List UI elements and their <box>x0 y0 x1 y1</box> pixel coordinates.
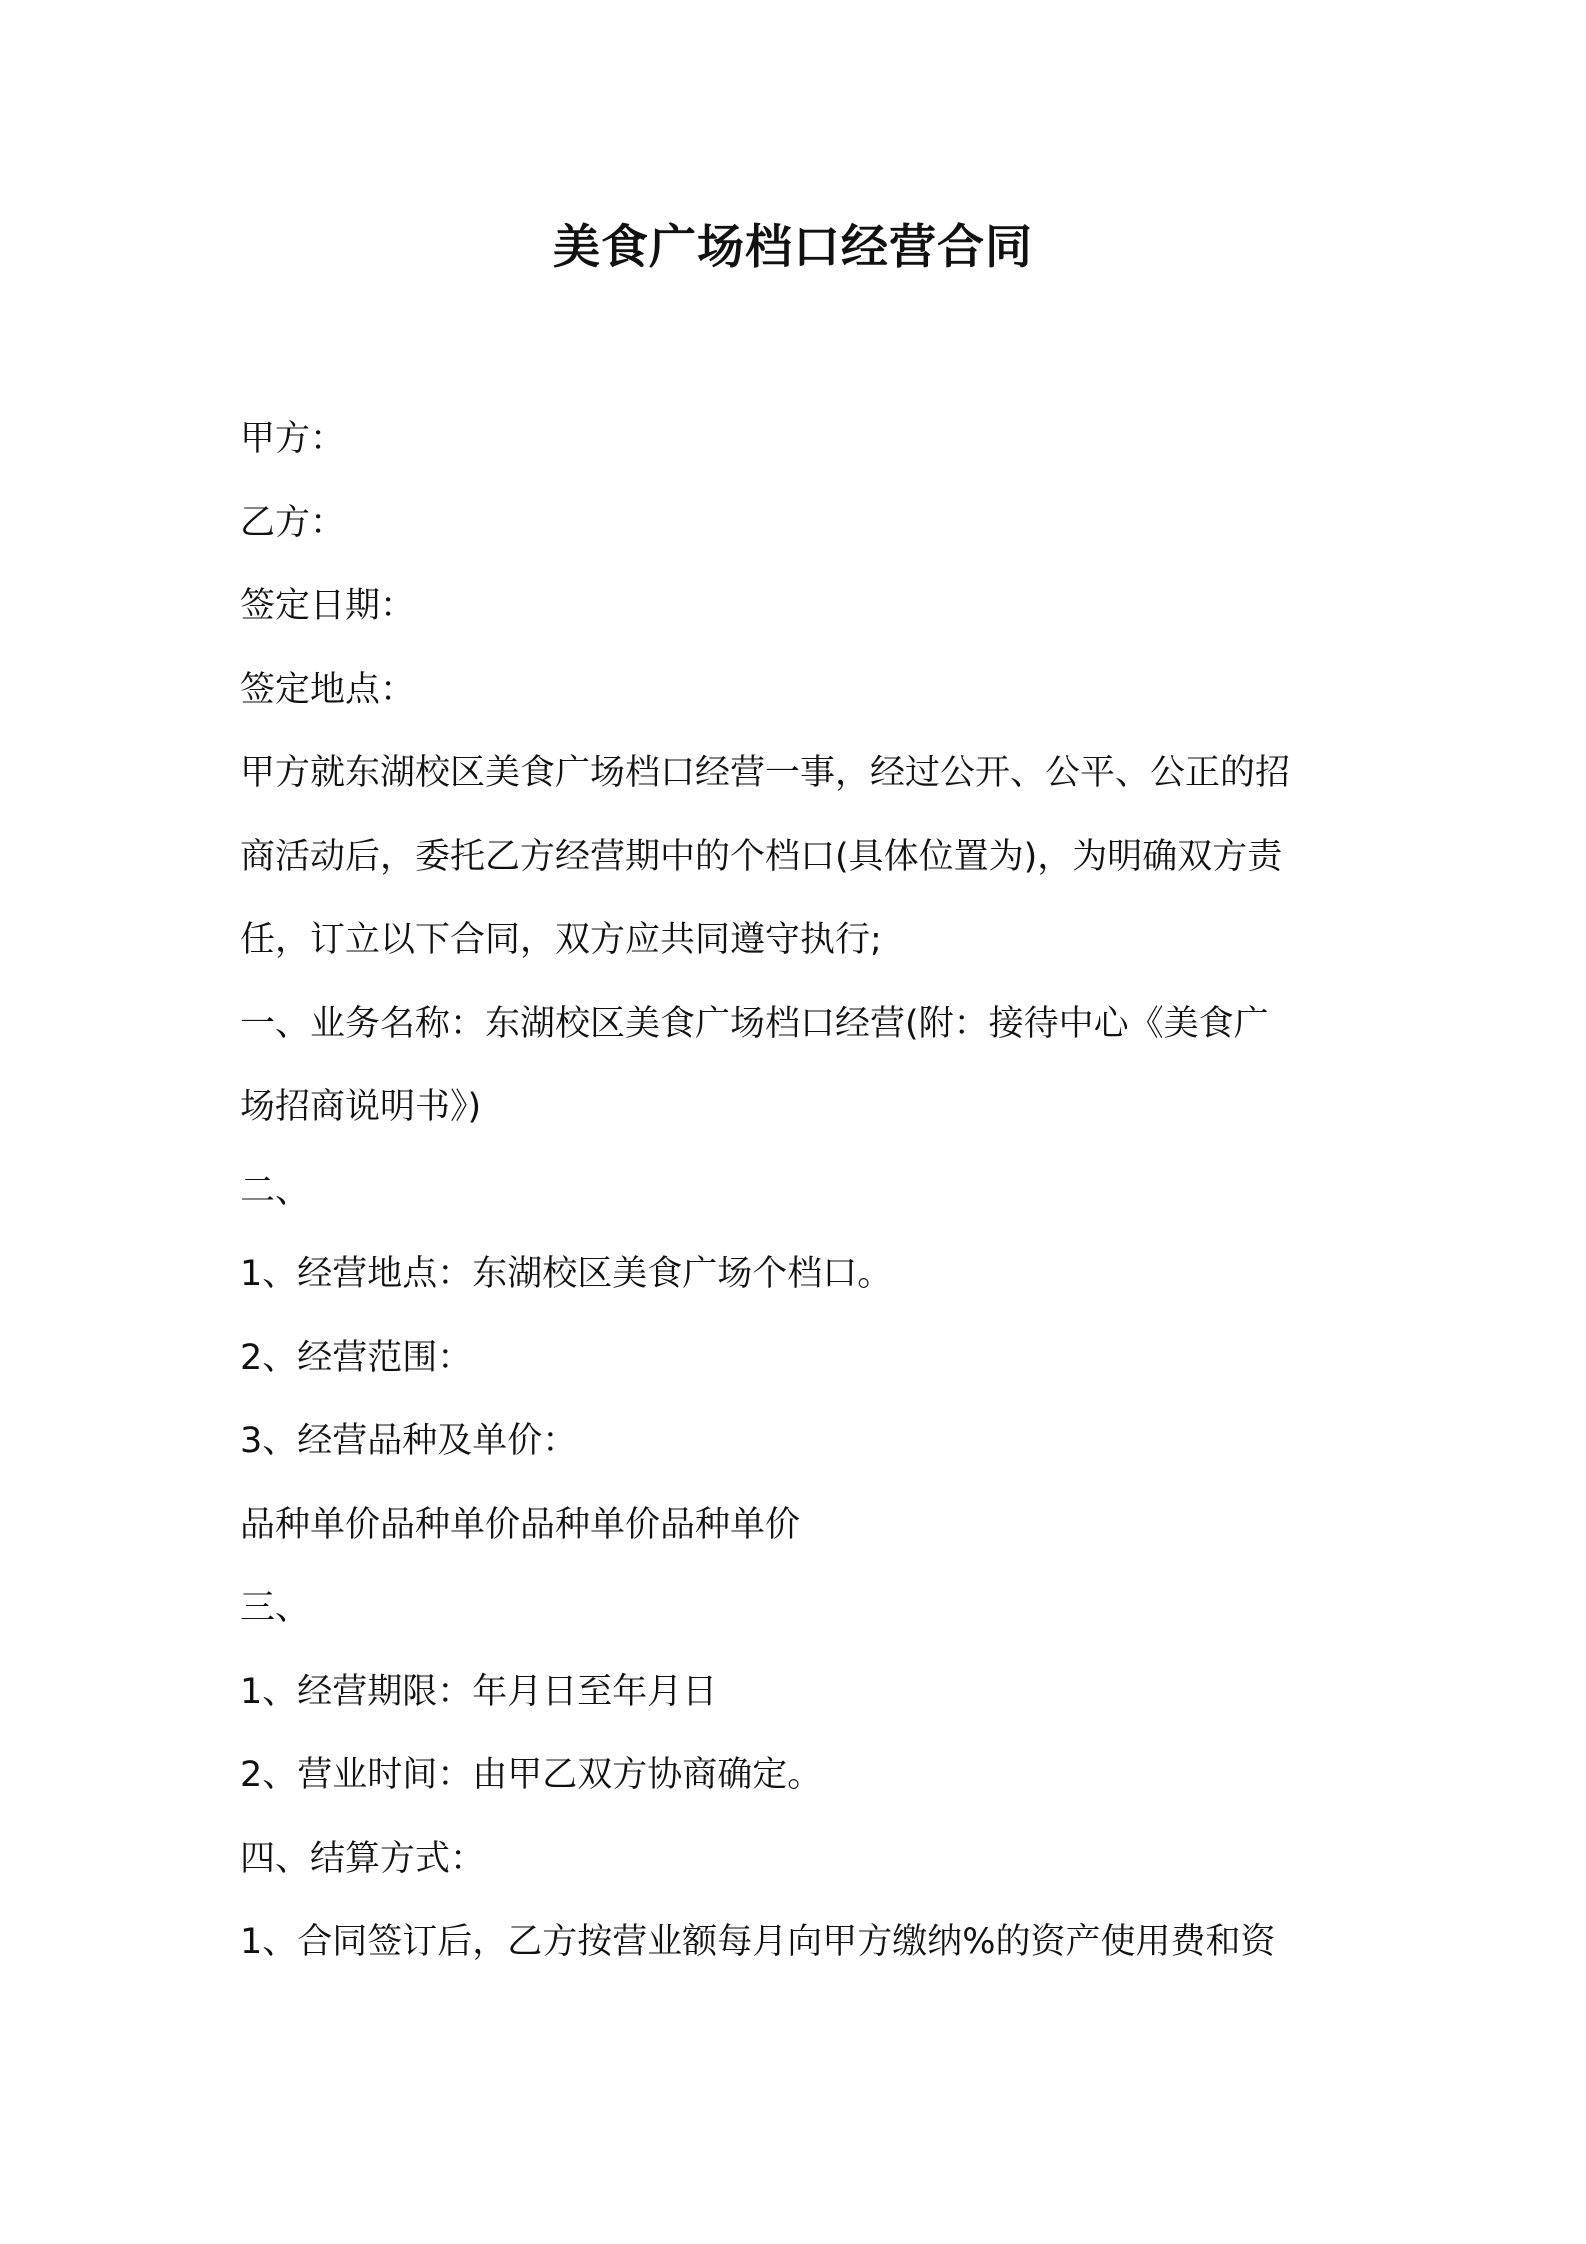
section-3-item-1: 1、经营期限：年月日至年月日 <box>240 1671 718 1712</box>
party-b-field: 乙方： <box>240 502 346 543</box>
section-4-heading: 四、结算方式： <box>240 1838 486 1879</box>
section-2-heading: 二、 <box>240 1170 311 1211</box>
section-3-heading: 三、 <box>240 1588 311 1628</box>
section-1-line-1: 一、业务名称：东湖校区美食广场档口经营(附：接待中心《美食广 <box>240 1003 1269 1044</box>
section-3-item-2: 2、营业时间：由甲乙双方协商确定。 <box>240 1755 823 1795</box>
intro-line-1: 甲方就东湖校区美食广场档口经营一事，经过公开、公平、公正的招 <box>240 753 1291 793</box>
intro-line-2: 商活动后，委托乙方经营期中的个档口(具体位置为)，为明确双方责 <box>240 836 1283 877</box>
section-2-item-3: 3、经营品种及单价： <box>240 1421 578 1461</box>
section-2-item-2: 2、经营范围： <box>240 1337 473 1378</box>
section-2-item-1: 1、经营地点：东湖校区美食广场个档口。 <box>240 1254 893 1294</box>
sign-place-field: 签定地点： <box>240 669 416 710</box>
section-4-item-1: 1、合同签订后，乙方按营业额每月向甲方缴纳%的资产使用费和资 <box>240 1922 1276 1962</box>
varieties-line: 品种单价品种单价品种单价品种单价 <box>240 1504 801 1545</box>
section-1-line-2: 场招商说明书》) <box>240 1087 482 1127</box>
document-title: 美食广场档口经营合同 <box>553 220 1033 275</box>
intro-line-3: 任，订立以下合同，双方应共同遵守执行; <box>240 920 882 960</box>
party-a-field: 甲方： <box>240 419 346 459</box>
sign-date-field: 签定日期： <box>240 586 416 626</box>
document-body <box>240 398 1360 1985</box>
